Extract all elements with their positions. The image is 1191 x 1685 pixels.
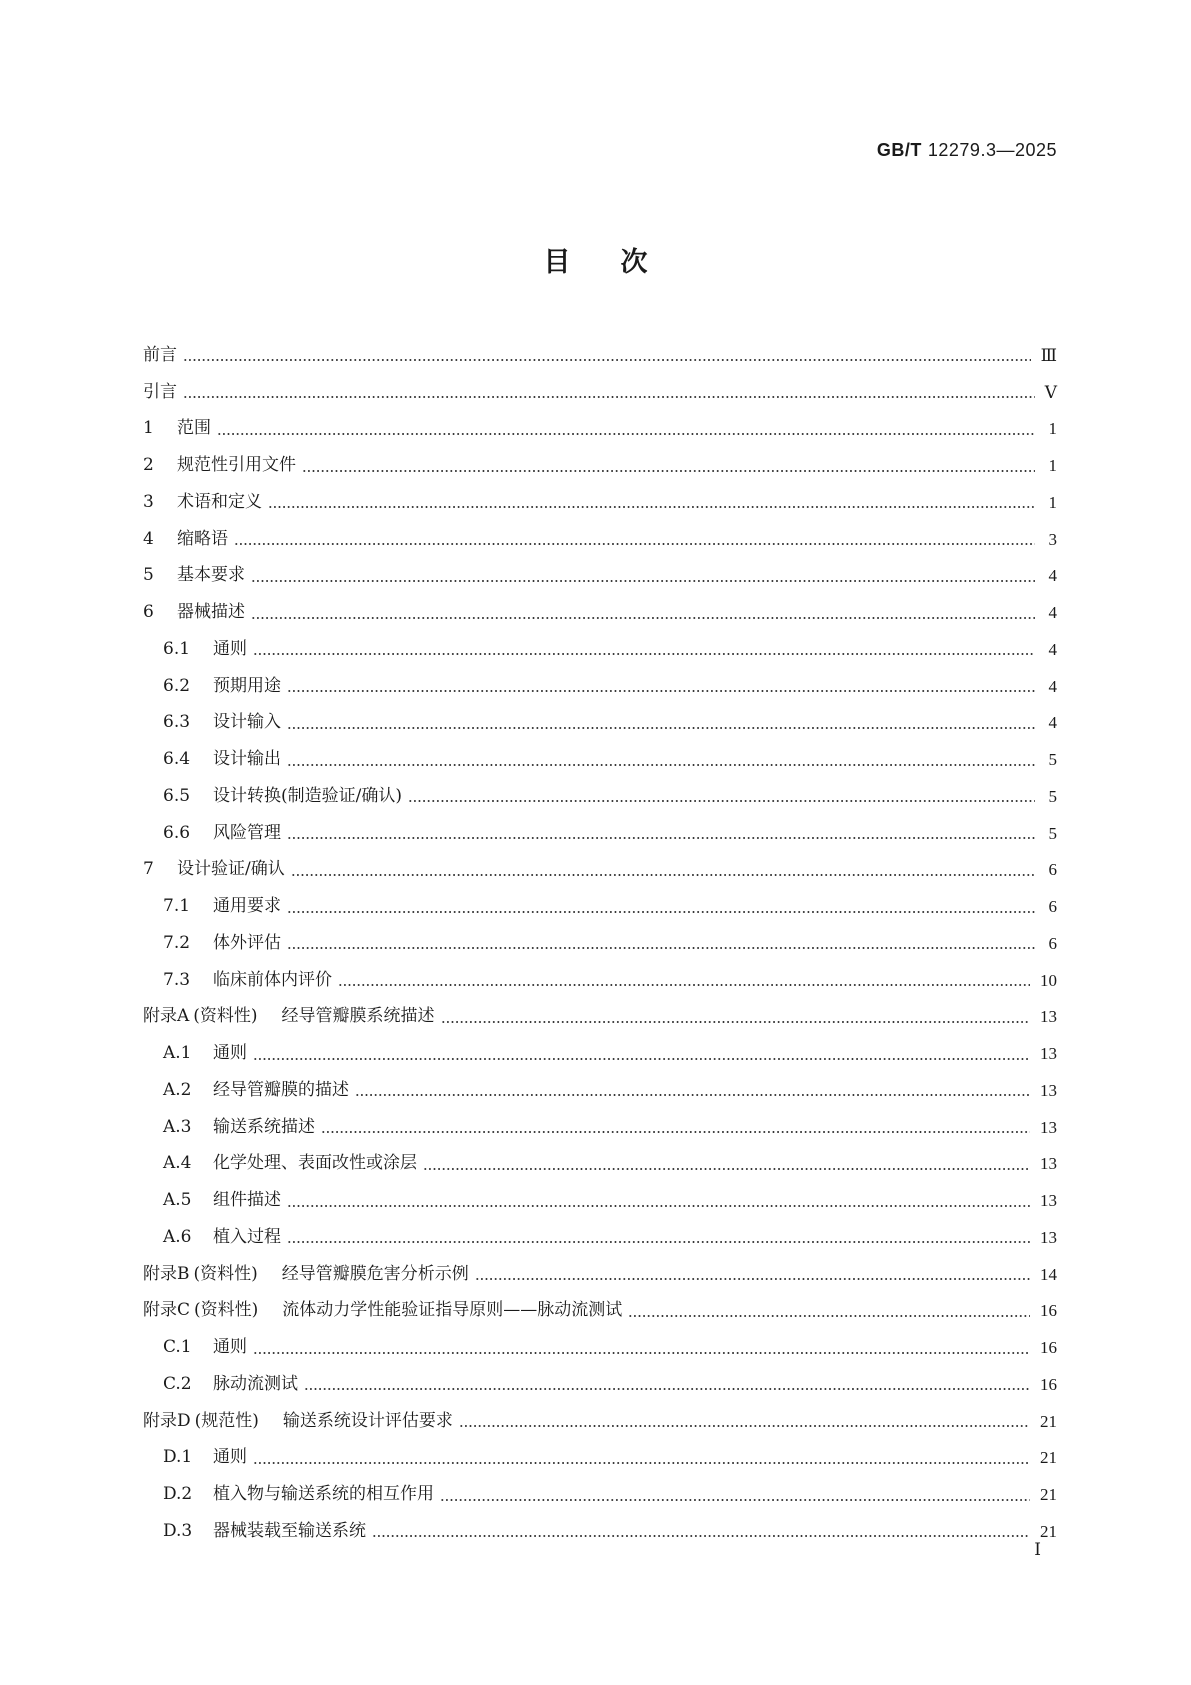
toc-leader-dots — [287, 947, 1035, 949]
toc-entry-text: 设计转换(制造验证/确认) — [213, 785, 402, 806]
toc-entry-text: 器械描述 — [177, 602, 245, 623]
toc-entry-label — [143, 1302, 628, 1319]
toc-entry[interactable] — [143, 962, 1057, 999]
toc-leader-dots — [183, 359, 1031, 361]
toc-entry-text: 设计输入 — [213, 712, 281, 733]
toc-entry-label — [143, 567, 251, 584]
toc-entry-label — [163, 714, 287, 731]
toc-entry-label — [163, 969, 338, 990]
toc-entry[interactable] — [143, 778, 1057, 815]
standard-prefix: GB/T — [876, 140, 922, 160]
toc-entry-label — [143, 1263, 475, 1284]
toc-entry-page: 4 — [1048, 566, 1057, 586]
toc-entry-label — [163, 1226, 287, 1247]
toc-entry-page: 16 — [1040, 1301, 1057, 1321]
toc-entry-text: 输送系统设计评估要求 — [282, 1410, 453, 1431]
toc-entry-number: 附录A — [143, 1006, 190, 1027]
toc-entry[interactable] — [143, 1476, 1057, 1513]
toc-entry[interactable] — [143, 1440, 1057, 1477]
toc-entry-label — [143, 1410, 459, 1431]
toc-entry-label — [143, 491, 268, 512]
toc-entry-page: 14 — [1040, 1264, 1057, 1284]
toc-entry-text: 组件描述 — [213, 1190, 281, 1211]
toc-entry-number: 6.5 — [163, 785, 191, 806]
toc-leader-dots — [287, 837, 1035, 839]
toc-title: 目次 — [543, 247, 698, 278]
toc-entry-number: 2 — [143, 455, 154, 476]
toc-entry-page: 21 — [1040, 1411, 1057, 1431]
toc-leader-dots — [217, 433, 1035, 435]
toc-leader-dots — [423, 1168, 1030, 1170]
toc-entry-text: 通则 — [213, 638, 247, 659]
toc-leader-dots — [440, 1499, 1030, 1501]
toc-entry[interactable] — [143, 1182, 1057, 1219]
toc-entry-page: 1 — [1048, 419, 1057, 439]
toc-entry[interactable] — [143, 484, 1057, 521]
toc-leader-dots — [253, 653, 1035, 655]
toc-entry[interactable] — [143, 1109, 1057, 1146]
toc-entry-number: D.3 — [163, 1520, 193, 1541]
toc-entry-number: D.2 — [163, 1484, 193, 1505]
toc-entry[interactable] — [143, 705, 1057, 742]
toc-entry-text: 范围 — [177, 418, 211, 439]
toc-entry-page: 5 — [1048, 786, 1057, 806]
toc-entry-page: 16 — [1040, 1338, 1057, 1358]
standard-number — [877, 140, 1057, 161]
toc-entry-number: 附录D — [143, 1410, 191, 1431]
toc-entry-number: 7 — [143, 859, 154, 880]
toc-entry-text: 缩略语 — [177, 528, 228, 549]
toc-annex-type: (资料性) — [193, 1006, 258, 1027]
toc-entry-page: 1 — [1048, 456, 1057, 476]
toc-entry-label — [163, 1116, 321, 1137]
toc-leader-dots — [251, 617, 1035, 619]
toc-leader-dots — [475, 1278, 1030, 1280]
toc-entry-text: 植入过程 — [213, 1226, 281, 1247]
toc-entry[interactable] — [143, 594, 1057, 631]
toc-entry-text: 预期用途 — [213, 675, 281, 696]
toc-entry-label — [163, 822, 287, 843]
toc-entry-label — [163, 751, 287, 768]
toc-entry[interactable] — [143, 668, 1057, 705]
toc-entry-page: 6 — [1048, 933, 1057, 953]
toc-entry[interactable] — [143, 852, 1057, 889]
toc-entry[interactable] — [143, 558, 1057, 595]
toc-entry-label — [163, 1449, 253, 1466]
toc-entry[interactable] — [143, 1513, 1057, 1550]
toc-entry-label — [163, 1155, 423, 1172]
toc-entry[interactable] — [143, 631, 1057, 668]
toc-entry-label — [163, 1079, 355, 1100]
toc-entry-page: 13 — [1040, 1117, 1057, 1137]
toc-entry-page: 5 — [1048, 823, 1057, 843]
toc-entry[interactable] — [143, 1072, 1057, 1109]
toc-entry-page: 1 — [1048, 492, 1057, 512]
toc-entry-page: 6 — [1048, 897, 1057, 917]
toc-entry-page: 13 — [1040, 1154, 1057, 1174]
toc-entry-label — [163, 785, 408, 806]
toc-entry-text: 流体动力学性能验证指导原则——脉动流测试 — [282, 1300, 623, 1321]
toc-entry-label — [163, 1520, 372, 1541]
toc-entry-label — [163, 1192, 287, 1209]
toc-entry-text: 术语和定义 — [177, 491, 262, 512]
toc-leader-dots — [287, 1241, 1030, 1243]
table-of-contents — [143, 337, 1057, 1550]
toc-entry-number: 3 — [143, 491, 154, 512]
toc-leader-dots — [287, 1205, 1030, 1207]
toc-entry-page: Ⅴ — [1044, 382, 1057, 402]
toc-leader-dots — [408, 800, 1035, 802]
toc-entry-number: 1 — [143, 418, 154, 439]
toc-entry[interactable] — [143, 1366, 1057, 1403]
toc-leader-dots — [372, 1535, 1030, 1537]
toc-entry-number: 6.1 — [163, 638, 191, 659]
toc-entry-label — [143, 1008, 441, 1025]
toc-entry-number: 5 — [143, 565, 154, 586]
toc-entry[interactable] — [143, 925, 1057, 962]
toc-entry-page: 5 — [1048, 750, 1057, 770]
toc-entry-label — [163, 932, 287, 953]
toc-entry-label — [163, 1339, 253, 1356]
toc-entry-number: A.4 — [163, 1153, 192, 1174]
toc-entry-page: 13 — [1040, 1044, 1057, 1064]
toc-leader-dots — [253, 1058, 1030, 1060]
toc-leader-dots — [441, 1021, 1030, 1023]
toc-annex-type: (资料性) — [193, 1263, 258, 1284]
toc-leader-dots — [355, 1094, 1030, 1096]
toc-leader-dots — [268, 506, 1035, 508]
toc-entry-text: 通则 — [213, 1337, 247, 1358]
toc-leader-dots — [287, 727, 1035, 729]
toc-entry-number: A.6 — [163, 1226, 192, 1247]
toc-entry-page: 13 — [1040, 1191, 1057, 1211]
toc-entry[interactable] — [143, 1403, 1057, 1440]
toc-entry-number: A.3 — [163, 1116, 192, 1137]
toc-entry-text: 经导管瓣膜的描述 — [213, 1079, 349, 1100]
toc-leader-dots — [253, 1462, 1030, 1464]
toc-leader-dots — [287, 690, 1035, 692]
toc-entry-page: 13 — [1040, 1227, 1057, 1247]
toc-entry[interactable] — [143, 815, 1057, 852]
standard-code: 12279.3—2025 — [927, 140, 1057, 160]
toc-entry-number: 6.3 — [163, 712, 191, 733]
toc-entry[interactable] — [143, 374, 1057, 411]
toc-entry-number: C.1 — [163, 1337, 192, 1358]
toc-entry-page: 3 — [1048, 529, 1057, 549]
toc-entry[interactable] — [143, 1219, 1057, 1256]
toc-entry-text: 规范性引用文件 — [177, 455, 296, 476]
toc-entry-page: 6 — [1048, 860, 1057, 880]
toc-entry[interactable] — [143, 1293, 1057, 1330]
toc-entry[interactable] — [143, 1329, 1057, 1366]
toc-entry-label — [163, 1373, 304, 1394]
toc-entry-number: 7.2 — [163, 932, 191, 953]
toc-entry-number: 7.3 — [163, 969, 191, 990]
toc-leader-dots — [287, 911, 1035, 913]
toc-entry-number: 7.1 — [163, 896, 191, 917]
toc-entry[interactable] — [143, 337, 1057, 374]
toc-entry-text: 引言 — [143, 381, 177, 402]
toc-entry-number: 6.6 — [163, 822, 191, 843]
toc-annex-type: (资料性) — [194, 1300, 259, 1321]
toc-entry-page: 10 — [1040, 970, 1057, 990]
toc-entry-number: 6.2 — [163, 675, 191, 696]
toc-entry-label — [143, 420, 217, 437]
toc-entry[interactable] — [143, 1256, 1057, 1293]
toc-entry-text: 化学处理、表面改性或涂层 — [213, 1153, 417, 1174]
toc-entry-page: 4 — [1048, 713, 1057, 733]
toc-leader-dots — [304, 1388, 1030, 1390]
toc-entry-text: 脉动流测试 — [213, 1373, 298, 1394]
toc-entry-label — [163, 638, 253, 659]
toc-entry[interactable] — [143, 411, 1057, 448]
toc-leader-dots — [302, 470, 1035, 472]
toc-entry-label — [163, 675, 287, 696]
toc-entry-text: 设计输出 — [213, 749, 281, 770]
toc-entry[interactable] — [143, 888, 1057, 925]
toc-entry-number: A.2 — [163, 1079, 192, 1100]
page-number: Ⅰ — [1034, 1540, 1041, 1559]
toc-entry-text: 输送系统描述 — [213, 1116, 315, 1137]
toc-entry-number: 6 — [143, 602, 154, 623]
toc-entry[interactable] — [143, 1146, 1057, 1183]
toc-entry-text: 器械装载至输送系统 — [213, 1520, 366, 1541]
toc-leader-dots — [291, 874, 1035, 876]
toc-entry-number: A.1 — [163, 1043, 192, 1064]
toc-entry-label — [163, 1045, 253, 1062]
toc-entry-page: 21 — [1040, 1521, 1057, 1541]
toc-entry-page: 4 — [1048, 639, 1057, 659]
toc-entry-label — [143, 457, 302, 474]
toc-entry-text: 通用要求 — [213, 896, 281, 917]
toc-entry-text: 设计验证/确认 — [177, 859, 285, 880]
toc-entry-page: 13 — [1040, 1080, 1057, 1100]
toc-leader-dots — [321, 1131, 1030, 1133]
toc-entry-text: 通则 — [213, 1447, 247, 1468]
toc-entry-text: 风险管理 — [213, 822, 281, 843]
toc-leader-dots — [628, 1315, 1030, 1317]
toc-entry-number: 4 — [143, 528, 154, 549]
toc-entry-page: 16 — [1040, 1374, 1057, 1394]
toc-entry-page: Ⅲ — [1040, 345, 1057, 365]
toc-entry-text: 体外评估 — [213, 932, 281, 953]
toc-leader-dots — [459, 1425, 1030, 1427]
toc-entry-page: 13 — [1040, 1007, 1057, 1027]
toc-entry-label — [143, 381, 183, 402]
toc-entry-number: C.2 — [163, 1373, 192, 1394]
toc-entry[interactable] — [143, 447, 1057, 484]
toc-entry[interactable] — [143, 999, 1057, 1036]
toc-entry[interactable] — [143, 1035, 1057, 1072]
toc-leader-dots — [183, 396, 1035, 398]
toc-entry-number: 6.4 — [163, 749, 191, 770]
toc-entry[interactable] — [143, 521, 1057, 558]
toc-entry-text: 基本要求 — [177, 565, 245, 586]
toc-entry-text: 临床前体内评价 — [213, 969, 332, 990]
toc-entry-text: 经导管瓣膜危害分析示例 — [281, 1263, 469, 1284]
toc-entry-label — [143, 528, 234, 549]
toc-entry-page: 4 — [1048, 603, 1057, 623]
toc-entry-text: 前言 — [143, 344, 177, 365]
toc-entry-label — [163, 898, 287, 915]
toc-entry-page: 4 — [1048, 676, 1057, 696]
toc-entry[interactable] — [143, 741, 1057, 778]
toc-entry-label — [143, 861, 291, 878]
toc-entry-number: D.1 — [163, 1447, 193, 1468]
toc-entry-label — [163, 1486, 440, 1503]
toc-leader-dots — [234, 543, 1035, 545]
toc-entry-label — [143, 604, 251, 621]
toc-entry-label — [143, 344, 183, 365]
toc-entry-number: 附录B — [143, 1263, 190, 1284]
toc-entry-page: 21 — [1040, 1448, 1057, 1468]
toc-leader-dots — [253, 1352, 1030, 1354]
toc-entry-number: 附录C — [143, 1300, 191, 1321]
toc-leader-dots — [251, 580, 1035, 582]
toc-leader-dots — [338, 984, 1030, 986]
toc-entry-text: 植入物与输送系统的相互作用 — [213, 1484, 434, 1505]
toc-leader-dots — [287, 764, 1035, 766]
toc-entry-number: A.5 — [163, 1190, 192, 1211]
toc-entry-text: 经导管瓣膜系统描述 — [281, 1006, 435, 1027]
toc-entry-page: 21 — [1040, 1485, 1057, 1505]
toc-annex-type: (规范性) — [194, 1410, 259, 1431]
toc-entry-text: 通则 — [213, 1043, 247, 1064]
